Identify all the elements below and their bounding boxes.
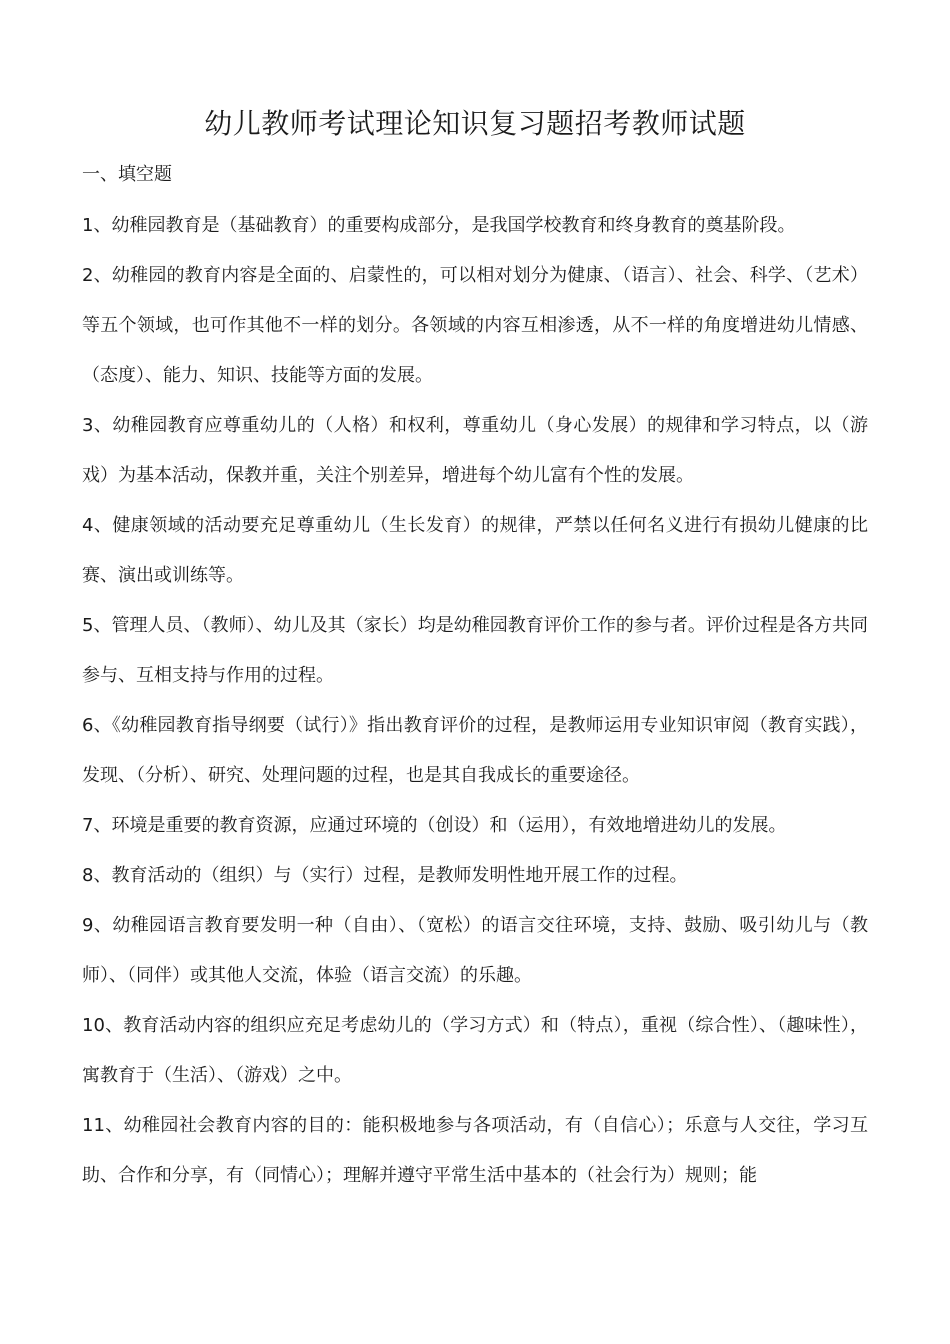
question-paragraph: 1、幼稚园教育是（基础教育）的重要构成部分，是我国学校教育和终身教育的奠基阶段。 <box>82 215 796 236</box>
question-paragraph: 5、管理人员、（教师）、幼儿及其（家长）均是幼稚园教育评价工作的参与者。评价过程是各方共同参与、互相支持与作用的过程。 <box>82 615 868 686</box>
question-paragraph: 10、教育活动内容的组织应充足考虑幼儿的（学习方式）和（特点），重视（综合性）、（趣味性），寓教育于（生活）、（游戏）之中。 <box>82 1015 868 1086</box>
question-paragraph: 9、幼稚园语言教育要发明一种（自由）、（宽松）的语言交往环境，支持、鼓励、吸引幼儿与（教师）、（同伴）或其他人交流，体验（语言交流）的乐趣。 <box>82 915 868 986</box>
question-paragraph: 11、幼稚园社会教育内容的目的：能积极地参与各项活动，有（自信心）；乐意与人交往，学习互助、合作和分享，有（同情心）；理解并遵守平常生活中基本的（社会行为）规则；能 <box>82 1115 868 1186</box>
question-paragraph: 2、幼稚园的教育内容是全面的、启蒙性的，可以相对划分为健康、（语言）、社会、科学、（艺术）等五个领域，也可作其他不一样的划分。各领域的内容互相渗透，从不一样的角度增进幼儿情感、（态度）、能力、知识、技能等方面的发展。 <box>82 265 868 386</box>
question-paragraph: 6、《幼稚园教育指导纲要（试行）》指出教育评价的过程，是教师运用专业知识审阅（教育实践），发现、（分析）、研究、处理问题的过程，也是其自我成长的重要途径。 <box>82 715 868 786</box>
question-paragraph: 7、环境是重要的教育资源，应通过环境的（创设）和（运用），有效地增进幼儿的发展。 <box>82 815 787 836</box>
section-heading: 一、填空题 <box>82 164 172 185</box>
body-text <box>82 201 868 1201</box>
question-paragraph: 4、健康领域的活动要充足尊重幼儿（生长发育）的规律，严禁以任何名义进行有损幼儿健康的比赛、演出或训练等。 <box>82 515 868 586</box>
question-paragraph: 8、教育活动的（组织）与（实行）过程，是教师发明性地开展工作的过程。 <box>82 865 688 886</box>
question-paragraph: 3、幼稚园教育应尊重幼儿的（人格）和权利，尊重幼儿（身心发展）的规律和学习特点，以（游戏）为基本活动，保教并重，关注个别差异，增进每个幼儿富有个性的发展。 <box>82 415 868 486</box>
page-title: 幼儿教师考试理论知识复习题招考教师试题 <box>204 107 746 140</box>
